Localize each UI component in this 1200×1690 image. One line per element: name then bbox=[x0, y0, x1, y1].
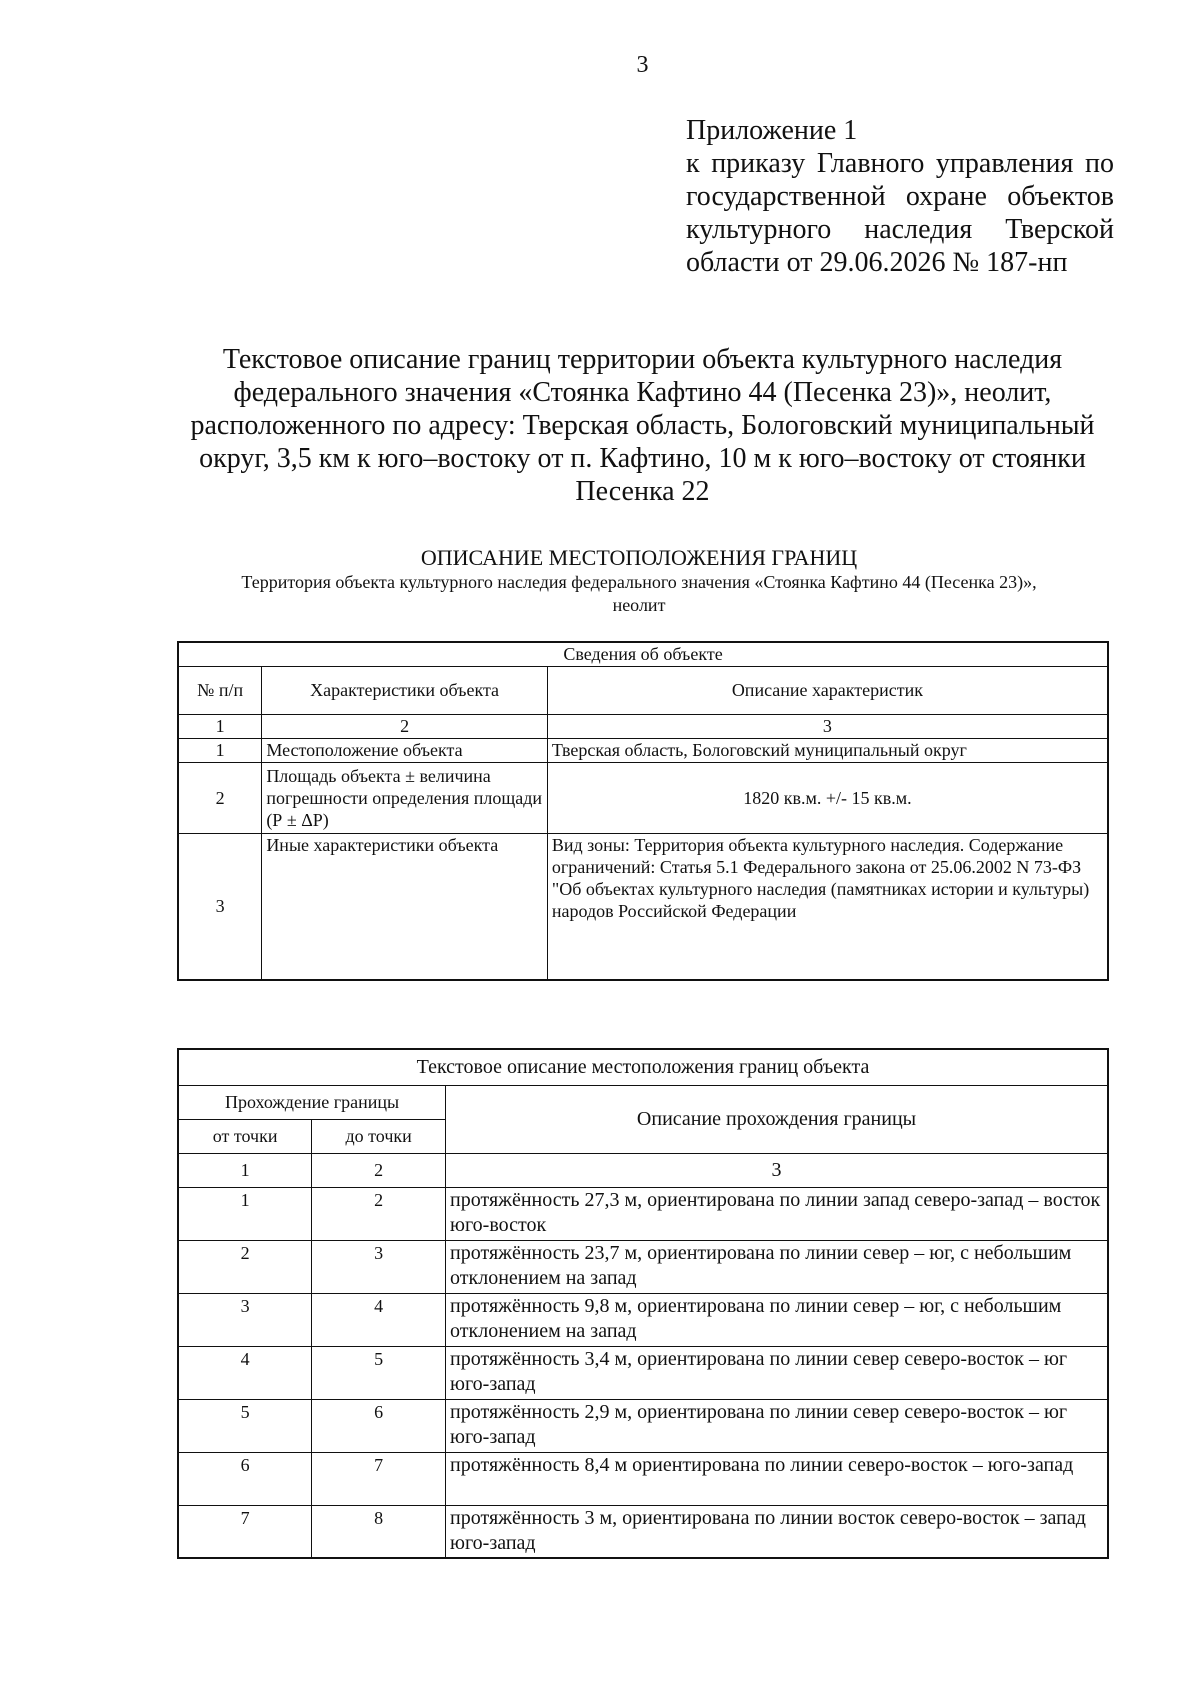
appendix-line: государственной охране объектов bbox=[686, 181, 1114, 212]
title-line: Текстовое описание границ территории объекта культурного наследия bbox=[222, 344, 1063, 375]
section-subheading bbox=[150, 571, 1128, 617]
column-header: от точки bbox=[178, 1119, 312, 1153]
title-line: Песенка 22 bbox=[575, 476, 710, 507]
column-number: 3 bbox=[446, 1153, 1108, 1187]
boundary-description: протяжённость 9,8 м, ориентирована по линии север – юг, с небольшим отклонением на запад bbox=[446, 1293, 1108, 1346]
to-point: 2 bbox=[312, 1187, 446, 1240]
to-point: 4 bbox=[312, 1293, 446, 1346]
column-number: 1 bbox=[178, 714, 262, 738]
boundary-description: протяжённость 27,3 м, ориентирована по линии запад северо-запад – восток юго-восток bbox=[446, 1187, 1108, 1240]
characteristic-value: 1820 кв.м. +/- 15 кв.м. bbox=[547, 762, 1108, 833]
appendix-line: культурного наследия Тверской bbox=[686, 214, 1114, 245]
column-header: Характеристики объекта bbox=[262, 666, 548, 714]
table-row bbox=[178, 1293, 1108, 1346]
document-title bbox=[150, 343, 1135, 508]
table-row bbox=[178, 1399, 1108, 1452]
table-row bbox=[178, 1505, 1108, 1558]
row-number: 2 bbox=[178, 762, 262, 833]
table-row bbox=[178, 738, 1108, 762]
table-caption: Текстовое описание местоположения границ объекта bbox=[178, 1049, 1108, 1085]
table-caption: Сведения об объекте bbox=[178, 642, 1108, 666]
row-number: 1 bbox=[178, 738, 262, 762]
characteristic-name: Местоположение объекта bbox=[262, 738, 548, 762]
from-point: 6 bbox=[178, 1452, 312, 1505]
column-number: 1 bbox=[178, 1153, 312, 1187]
title-line: округ, 3,5 км к юго–востоку от п. Кафтино, 10 м к юго–востоку от стоянки bbox=[199, 443, 1086, 474]
boundary-description: протяжённость 2,9 м, ориентирована по линии север северо-восток – юг юго-запад bbox=[446, 1399, 1108, 1452]
table-row bbox=[178, 833, 1108, 980]
page-number: 3 bbox=[636, 52, 649, 78]
to-point: 3 bbox=[312, 1240, 446, 1293]
column-header: № п/п bbox=[178, 666, 262, 714]
section-heading: ОПИСАНИЕ МЕСТОПОЛОЖЕНИЯ ГРАНИЦ bbox=[420, 545, 858, 570]
characteristic-value: Тверская область, Бологовский муниципальный округ bbox=[547, 738, 1108, 762]
to-point: 5 bbox=[312, 1346, 446, 1399]
column-number: 3 bbox=[547, 714, 1108, 738]
characteristic-value: Вид зоны: Территория объекта культурного наследия. Содержание ограничений: Статья 5.1 Федерального закона от 25.06.2002 N 73-ФЗ "Об объектах культурного наследия (памятниках истории и культуры) народов Российской Федерации bbox=[547, 833, 1108, 980]
boundary-description: протяжённость 3 м, ориентирована по линии восток северо-восток – запад юго-запад bbox=[446, 1505, 1108, 1558]
from-point: 5 bbox=[178, 1399, 312, 1452]
column-header: Описание характеристик bbox=[547, 666, 1108, 714]
boundary-description: протяжённость 3,4 м, ориентирована по линии север северо-восток – юг юго-запад bbox=[446, 1346, 1108, 1399]
table-row bbox=[178, 1187, 1108, 1240]
appendix-line: к приказу Главного управления по bbox=[686, 148, 1114, 179]
characteristic-name: Площадь объекта ± величина погрешности определения площади (Р ± ΔР) bbox=[262, 762, 548, 833]
title-line: расположенного по адресу: Тверская область, Бологовский муниципальный bbox=[190, 410, 1095, 441]
from-point: 2 bbox=[178, 1240, 312, 1293]
characteristic-name: Иные характеристики объекта bbox=[262, 833, 548, 980]
column-number: 2 bbox=[312, 1153, 446, 1187]
section-sub-line: Территория объекта культурного наследия федерального значения «Стоянка Кафтино 44 (Песенка 23)», bbox=[241, 572, 1037, 592]
boundary-description: протяжённость 8,4 м ориентирована по линии северо-восток – юго-запад bbox=[446, 1452, 1108, 1505]
column-header: Описание прохождения границы bbox=[446, 1085, 1108, 1153]
boundary-description-table bbox=[177, 1048, 1109, 1559]
to-point: 8 bbox=[312, 1505, 446, 1558]
from-point: 4 bbox=[178, 1346, 312, 1399]
title-line: федерального значения «Стоянка Кафтино 44 (Песенка 23)», неолит, bbox=[233, 377, 1052, 408]
appendix-block bbox=[686, 114, 1114, 279]
column-header: до точки bbox=[312, 1119, 446, 1153]
from-point: 1 bbox=[178, 1187, 312, 1240]
row-number: 3 bbox=[178, 833, 262, 980]
to-point: 6 bbox=[312, 1399, 446, 1452]
boundary-description: протяжённость 23,7 м, ориентирована по линии север – юг, с небольшим отклонением на запад bbox=[446, 1240, 1108, 1293]
section-sub-line: неолит bbox=[612, 595, 666, 615]
table-row bbox=[178, 762, 1108, 833]
object-info-table bbox=[177, 641, 1109, 981]
from-point: 7 bbox=[178, 1505, 312, 1558]
table-row bbox=[178, 1452, 1108, 1505]
appendix-line: Приложение 1 bbox=[686, 115, 858, 146]
column-number: 2 bbox=[262, 714, 548, 738]
table-row bbox=[178, 1346, 1108, 1399]
table-row bbox=[178, 1240, 1108, 1293]
column-header: Прохождение границы bbox=[178, 1085, 446, 1119]
from-point: 3 bbox=[178, 1293, 312, 1346]
to-point: 7 bbox=[312, 1452, 446, 1505]
appendix-line: области от 29.06.2026 № 187-нп bbox=[686, 247, 1068, 278]
